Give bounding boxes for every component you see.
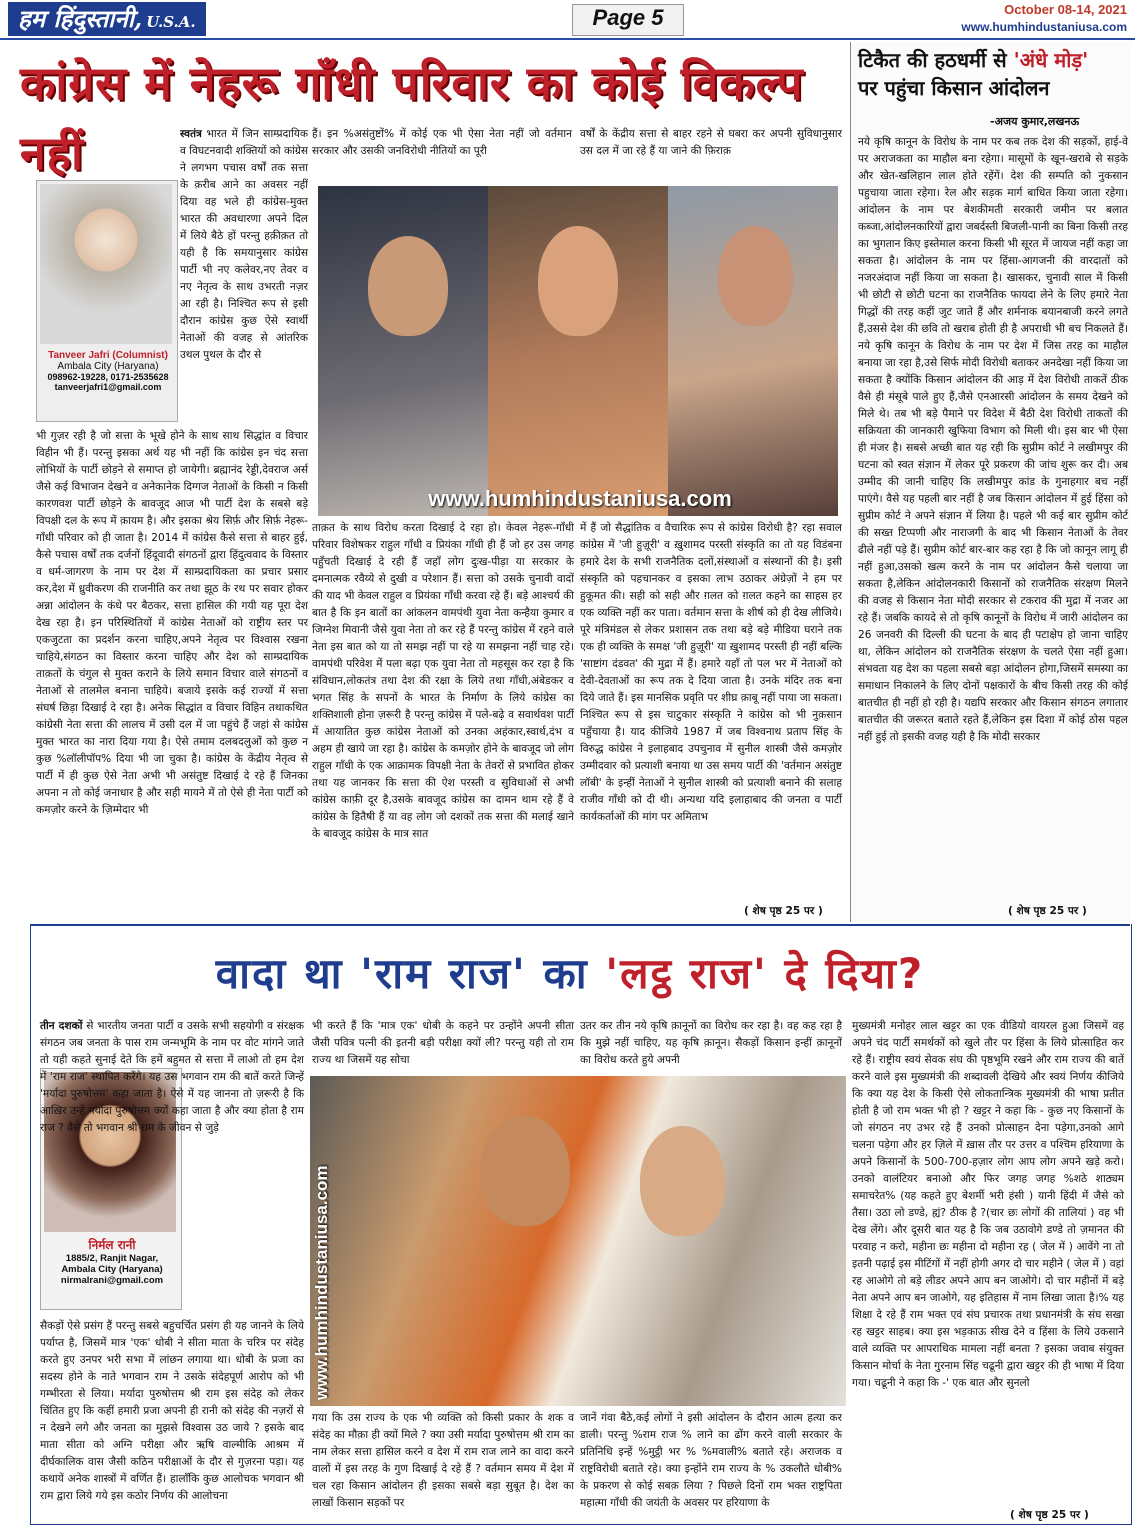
- article1-col3-top: वर्षों के केंद्रीय सत्ता से बाहर रहने से घबरा कर अपनी सुविधानुसार उस दल में जा रहे हैं या जाने की फ़िराक़: [580, 128, 842, 157]
- headline2-part-c: का: [543, 949, 589, 998]
- side-headline-part-b: 'अंधे मोड़': [1013, 48, 1089, 72]
- section-divider: [30, 924, 1130, 926]
- article1-headline: कांग्रेस में नेहरू गाँधी परिवार का कोई विकल्प नहीं: [20, 56, 804, 180]
- author2-address: 1885/2, Ranjit Nagar,: [65, 1253, 159, 1264]
- headline2-part-d: 'लट्ठ राज': [605, 949, 768, 998]
- article2-col1-side: [184, 1070, 304, 1318]
- article1-col3-bottom: में हैं जो सैद्धांतिक व वैचारिक रूप से कांग्रेस विरोधी है? रहा सवाल कांग्रेस में 'जी हुज़ूरी' व ख़ुशामद परस्ती संस्कृति का तो यह विडंबना हमारे देश के सभी राजनैतिक दलों,संस्थाओं व संस्थानों की है। इसी संस्कृति को पहचानकर व इसका लाभ उठाकर अंग्रेज़ों ने हम पर हुकूमत की। सही को सही और ग़लत को ग़लत कहने का साहस हर एक व्यक्ति नहीं कर पाता। वर्तमान सत्ता के शीर्ष को ही देख लीजिये। पूरे मंत्रिमंडल से लेकर प्रशासन तक तथा बड़े बड़े मीडिया घराने तक एक ही व्यक्ति के समक्ष 'जी हुज़ूरी' या ख़ुशामद परस्ती ही नहीं बल्कि 'साष्टांग दंडवत' की मुद्रा में हैं। हमारे यहाँ तो पल भर में नेताओं को देवी-देवताओं का रूप तक दे दिया जाता है। उनके मंदिर तक बना दिये जाते हैं। इस मानसिक प्रवृति पर शीघ्र क़ाबू नहीं पाया जा सकता। निश्चित रूप से इस चाटुकार संस्कृति ने कांग्रेस को भी नुक़सान पहुँचाया है। याद कीजिये 1987 में जब विश्वनाथ प्रताप सिंह के विरुद्ध कांग्रेस ने इलाहबाद उपचुनाव में सुनील शास्त्री जैसे कमज़ोर उम्मीदवार को प्रत्याशी बनाया था उस समय पार्टी की 'वर्तमान असंतुष्ट लॉबी' के इन्हीं नेताओं ने सुनील शास्त्री को प्रत्याशी बनाने की सलाह राजीव गाँधी को दी थी। अन्यथा यदि इलाहाबाद की जनता व पार्टी कार्यकर्ताओं की मांग पर अमिताभ: [580, 522, 842, 823]
- article2-col1-top-text: से भारतीय जनता पार्टी व उसके सभी सहयोगी व संरक्षक संगठन जब जनता के पास राम जन्मभूमि के नाम पर वोट मांगने जाते तो यही कहते सुनाई देते कि हमें बहुमत से सत्ता में लाओ तो हम देश में 'राम राज' स्थापित करेंगे। यह उस भगवान राम की बातें करते जिन्हें 'मर्यादा पुरुषोत्तम' कहा जाता है। ऐसे में यह जानना तो ज़रूरी है कि आख़िर उन्हें मर्यादा पुरुषोत्तम क्यों कहा जाता है और क्या होता है राम राज ? वैसे तो भगवान श्री राम के जीवन से जुड़े: [40, 1020, 304, 1134]
- paper-name-text: हम हिंदुस्तानी,: [18, 4, 143, 33]
- article1-continued[interactable]: ( शेष पृष्ठ 25 पर ): [744, 905, 823, 917]
- article2-col1-head: [40, 1018, 304, 1134]
- headline2-part-e: दे दिया?: [784, 949, 925, 998]
- face-shape: [368, 236, 448, 336]
- article2-col3-top: उतर कर तीन नये कृषि क़ानूनों का विरोध कर रहा है। वह कह रहा है कि मुझे नहीं चाहिए, यह कृषि क़ानून। सैकड़ों किसान इन्हीं क़ानूनों का विरोध करते हुये अपनी: [580, 1020, 842, 1066]
- author1-city: Ambala City (Haryana): [57, 361, 159, 372]
- article2-lead-word: तीन दशकों: [40, 1020, 83, 1032]
- photo-watermark: www.humhindustaniusa.com: [428, 486, 732, 511]
- article2-headline: [40, 934, 1100, 1014]
- author1-email[interactable]: tanveerjafri1@gmail.com: [54, 382, 162, 392]
- side-headline-part-c: पर पहुंचा किसान आंदोलन: [858, 76, 1050, 100]
- article2-col3-bottom: जानें गंवा बैठे,कई लोगों ने इसी आंदोलन के दौरान आत्म हत्या कर डाली। परन्तु %राम राज % लाने का ढोंग करने वाली सरकार के प्रतिनिधि इन्हें %मुट्ठी भर % %मवाली% बताते रहे। अराजक व राष्ट्रविरोधी बताते रहे। क्या इन्होंने राम राज्य के % उकलौते धोबी% के प्रकरण से कोई सबक़ लिया ? पिछले दिनों राम भक्त राष्ट्रपिता महात्मा गाँधी की जयंती के अवसर पर हरियाणा के: [580, 1412, 842, 1509]
- issue-date: October 08-14, 2021: [1004, 2, 1127, 17]
- article2-continued[interactable]: ( शेष पृष्ठ 25 पर ): [1010, 1509, 1089, 1521]
- side-article-headline: [858, 46, 1128, 102]
- article1-col1-bottom: भी गुज़र रही है जो सत्ता के भूखे होने के साथ साथ सिद्धांत व विचार विहीन भी हैं। परन्तु इसका अर्थ यह भी नहीं कि कांग्रेस इन चंद सत्ता लोभियों के पार्टी छोड़ने से समाप्त हो जायेगी। ब्रह्मानंद रेड्डी,देवराज अर्स जैसे कई विभाजन देखने व अनेकानेक दिग्गज नेताओं के किसी न किसी कारणवश पार्टी छोड़ने के बावजूद आज भी पार्टी देश के सबसे बड़े विपक्षी दल के रूप में क़ायम है। और इसका श्रेय सिर्फ़ और सिर्फ़ नेहरू-गाँधी परिवार को ही जाता है। 2014 में कांग्रेस कैसे सत्ता से बाहर हुई, कैसे पचास वर्षों तक दर्जनों हिंदूवादी संगठनों द्वारा हिंदुत्ववाद के विस्तार व धर्म-जागरण के नाम पर देश में साम्प्रदायिकता का प्रचार प्रसार कर,देश में ध्रुवीकरण की राजनीति कर तथा झूठ के रथ पर सवार होकर अन्ना आंदोलन के कंधे पर बैठकर, सत्ता हासिल की गयी यह पूरा देश देख रहा है। इन परिस्थितियों में कांग्रेस नेताओं को राष्ट्रीय स्तर पर एकजुटता का प्रदर्शन करना चाहिए,अपने नेतृत्व पर विश्वास रखना चाहिये,संगठन का विस्तार करना चाहिए और देश को साम्प्रदायिक ताक़तों के चंगुल से मुक्त कराने के लिये समान विचार वाले संगठनों व नेताओं से तालमेल बनाना चाहिये। बजाये इसके कई राज्यों में सत्ता संघर्ष छिड़ा दिखाई दे रहा है। अनेक सिद्धांत व विचार विहिन तथाकथित कांग्रेसी नेता सत्ता की लालच में उसी दल में जा पहुंचे हैं जहां से कांग्रेस मुक्त भारत का नारा दिया गया है। ऐसे तमाम दलबदलुओं को कुछ न कुछ %लॉलीपॉप% दिया भी जा चुका है। कांग्रेस के केंद्रीय नेतृत्व से पार्टी में ही कुछ ऐसे नेता अभी भी असंतुष्ट दिखाई दे रहे हैं जिनका अपना न तो कोई जनाधार है और सही मायने में तो ऐसे ही नेता पार्टी को कमज़ोर करने के ज़िम्मेदार भी: [36, 430, 308, 816]
- article1-col1-top: [180, 126, 308, 428]
- page-number: Page 5: [572, 4, 684, 36]
- side-article-continued[interactable]: ( शेष पृष्ठ 25 पर ): [1008, 905, 1087, 917]
- paper-name: [8, 2, 206, 36]
- headline2-part-a: वादा था: [215, 949, 344, 998]
- article2-col1-bottom: सैकड़ों ऐसे प्रसंग हैं परन्तु सबसे बहुचर्चित प्रसंग ही यह जानने के लिये पर्याप्त है, जिसमें मात्र 'एक' धोबी ने सीता माता के चरित्र पर संदेह करते हुए उनपर भरी सभा में लांछन लगाया था। धोबी के प्रजा का सदस्य होने के नाते भगवान राम ने उसके संदेहपूर्ण आरोप को भी गम्भीरता से लिया। मर्यादा पुरुषोत्तम श्री राम इस संदेह को लेकर चिंतित हुए कि कहीं हमारी प्रजा अपनी ही रानी को संदेह की नज़रों से न देखने लगे और जनता का मुझसे विश्वास उठ जाये ? इसके बाद माता सीता को अग्नि परीक्षा और ऋषि वाल्मीकि आश्रम में दीर्घकालिक वास जैसी कठिन परीक्षाओं के दौर से गुज़रना पड़ा। यह कथायें अनेक शास्त्रों में वर्णित हैं। हालाँकि कुछ आलोचक भगवान श्री राम द्वारा लिये गये इस कठोर निर्णय की आलोचना: [40, 1320, 304, 1502]
- side-headline-part-a: टिकैत की हठधर्मी से: [858, 48, 1007, 72]
- face-shape: [640, 1126, 725, 1236]
- face-shape: [538, 226, 618, 336]
- side-article-body: नये कृषि कानून के विरोध के नाम पर कब तक देश की सड़कों, हाई-वे पर अराजकता का माहौल बना रहेगा। मासूमों के खून-खराबे से सड़के और खेत-खलिहान लाल होते रहेंगें। देश की सम्पति को नुकसान पहुचाया जाता रहेगा। रेल और सड़क मार्ग बाधित किया जाता रहेगा। आंदोलन के नाम पर बेशकीमती सरकारी जमीन पर बलात कब्जा,आंदोलनकारियों द्वारा जबर्दस्ती बिजली-पानी का बिना किसी तरह का भुगतान किए इस्तेमाल करना किसी भी सूरत में जायज नहीं कहा जा सकता है। आंदोलन के नाम पर हिंसा-आगजनी की वारदातों को नजरअंदाज नहीं किया जा सकता है। खासकर, चुनावी साल में किसी भी छोटी से छोटी घटना का राजनैतिक फायदा लेने के लिए हमारे नेता गिद्धों की तरह कहीं जुट जाते हैं और शर्मनाक बयानबाजी करने लगते हैं,उससे देश की छवि तो खराब होती ही है अपराधी भी बच निकलते हैं। नये कृषि कानून के विरोध के नाम पर देश में जिस तरह का माहौल बनाया जा रहा है,उसे सिर्फ मोदी विरोधी बताकर अनदेखा नहीं किया जा सकता है क्योंकि किसान आंदोलन की आड़ में देश विरोधी ताकतें ठीक वैसे ही मंसूबे पाले हुए हैं,जैसे एनआरसी आंदोलन के समय देखने को मिले थे। तब भी बड़े पैमाने पर विदेश में बैठी देश विरोधी ताकतों की सक्रियता की जानकारी खुफिया विभाग को मिली थी। इस बार भी ऐसा ही मंजर है। सबसे अच्छी बात यह रही कि सुप्रीम कोर्ट ने लखीमपुर की घटना को स्वत संज्ञान में लेकर पूरे प्रकरण की जांच शुरू कर दी। अब उम्मीद की जानी चाहिए कि लखीमपुर कांड के गुनाहगार बच नहीं पाएंगे। वैसे यह पहली बार नहीं है जब किसान आंदोलन में हुई हिंसा को सुप्रीम कोर्ट ने अपने संज्ञान में लिया है। पहले भी कई बार सुप्रीम कोर्ट की सख्त टिप्पणी और नाराजगी के बाद भी किसान नेताओं के तेवर ढीले नहीं पड़े हैं। सुप्रीम कोर्ट बार-बार कह रहा है कि जो कानून लागू ही नहीं हुआ,उसको खत्म करने के नाम पर आंदोलन कैसे चलाया जा सकता है,लेकिन आंदोलनकारी किसानों को राजनैतिक संरक्षण मिलने की वजह से किसान नेता मोदी सरकार से टकराव की मुद्रा में नजर आ रहे हैं। जबकि कायदे से तो कृषि कानूनों के विरोध में जारी आंदोलन का 26 जनवरी की दिल्ली की घटना के बाद ही पटाक्षेप हो जाना चाहिए था, लेकिन आंदोलन को राजनैतिक संरक्षण के चलते ऐसा नहीं हुआ। संभवता यह देश का पहला सबसे बड़ा आंदोलन होगा,जिसमें समस्या का समाधान निकालने के लिए दोनों पक्षकारों के बीच किसी तरह की कोई बातचीत ही नहीं हो रही है। यद्यपि सरकार और किसान संगठन लगातार बातचीत की जरूरत बताते रहते हैं,लेकिन इस दिशा में कोई ठोस पहल नहीं हुई तो इसकी वजह यही है कि मोदी सरकार: [858, 136, 1128, 743]
- author1-info: [40, 350, 176, 392]
- paper-region: U.S.A.: [146, 13, 196, 31]
- side-article-byline: -अजय कुमार,लखनऊ: [990, 115, 1080, 128]
- author1-phone: 098962-19228, 0171-2535628: [47, 372, 169, 382]
- face-shape: [718, 226, 793, 326]
- article2-col4: मुख्यमंत्री मनोहर लाल खट्टर का एक वीडियो वायरल हुआ जिसमें वह अपने चंद पार्टी समर्थकों को खुले तौर पर हिंसा के लिये प्रोत्साहित कर रहे हैं। राष्ट्रीय स्वयं सेवक संघ की पृष्ठभूमि रखने और राम राज्य की बातें करने वाले इस मुख्यमंत्री की शब्दावली देखिये और स्वयं निर्णय कीजिये कि क्या यह देश के किसी ऐसे लोकतान्त्रिक मुख्यमंत्री की भाषा प्रतीत होती है जो राम भक्त भी हो ? खट्टर ने कहा कि - कुछ नए किसानों के जो संगठन नए उभर रहे हैं उनको प्रोत्साहन देना पड़ेगा,उनको आगे चलना पड़ेगा और हर ज़िले में ख़ास तौर पर उत्तर व पश्चिम हरियाणा के अपने किसानों के 500-700-हज़ार लोग आप लोग अपने खड़े करो। उनको वालंटियर बनाओ और फिर जगह जगह %शठे शाठ्यम समाचरेत% (यह कहते हुए बेशर्मी भरी हंसी ) यानी हिंदी में जैसे को तैसा। उठा लो डण्डे, ह्यं? ठीक है ?(चार छः लोगों की तालियां ) वह भी देख लेंगे। और दूसरी बात यह है कि जब उठावोगे डण्डे तो ज़मानत की परवाह न करो, महीना छः महीना दो महीना रह ( जेल में ) आवेंगे ना तो इतनी पढ़ाई इस मीटिंगों में नहीं होगी अगर दो चार महीने ( जेल में ) वहां रह आओगे तो बड़े लीडर अपने आप बन जाओगे। दो चार महीनों में बड़े नेता अपने आप बन जाओगे, यह इतिहास में नाम लिखा जाता है।% यह शिक्षा दे रहे हैं राम भक्त एवं संघ प्रचारक तथा प्रधानमंत्री के संघ सखा रह खट्टर साहब। क्या इस भड़काऊ सीख देने व हिंसा के लिये उकसाने वाले व्यक्ति पर आपराधिक मामला नहीं बनता ? इसका जवाब संयुक्त किसान मोर्चा के नेता गुरनाम सिंह चढूनी द्वारा खट्टर की ही भाषा में दिया गया। चढूनी ने कहा कि -' एक बात और सुनलो: [852, 1020, 1124, 1389]
- author2-email[interactable]: nirmalrani@gmail.com: [60, 1275, 164, 1286]
- article1-col2-bottom: ताक़त के साथ विरोध करता दिखाई दे रहा हो। केवल नेहरू-गाँधी परिवार विशेषकर राहुल गाँधी व प्रियंका गाँधी ही हैं जो हर उस जगह पहुँचती दिखाई दे रही हैं जहाँ लोग दुःख-पीड़ा या सरकार के दमनात्मक रवैय्ये से दुखी व परेशान हैं। सत्ता को उसके चुनावी वादों की याद भी केवल राहुल व प्रियंका गाँधी करवा रहे हैं। बड़े आश्चर्य की बात है कि इन बातों का आंकलन वामपंथी युवा नेता कन्हैया कुमार व जिग्नेश मिवानी जैसे युवा नेता तो कर रहे हैं परन्तु कांग्रेस में रहने वाले नेता इस बात को या तो समझ नहीं पा रहे या समझना नहीं चाह रहे। वामपंथी परिवेश में पला बढ़ा एक युवा नेता तो महसूस कर रहा है कि संविधान,लोकतंत्र तथा देश की रक्षा के लिये तथा गाँधी,अंबेडकर व भगत सिंह के सपनों के भारत के निर्माण के लिये कांग्रेस का शक्तिशाली होना ज़रूरी है परन्तु कांग्रेस में पले-बढ़े व सवार्थवश पार्टी में आयातित कुछ कांग्रेस नेताओं को उनका अहंकार,स्वार्थ,दंभ व अहम ही खाये जा रहा है। कांग्रेस के कमज़ोर होने के बावजूद जो लोग राहुल गाँधी के एक आक्रामक विपक्षी नेता के तेवरों से प्रभावित होकर तथा यह जानकर कि सत्ता की ऐश परस्ती व सुविधाओं से अभी कांग्रेस काफ़ी दूर है,उसके बावजूद कांग्रेस का दामन थाम रहे हैं वे कांग्रेस के हितैषी हैं या वह लोग जो दशकों तक सत्ता की मलाई खाने के बावजूद कांग्रेस के मात्र सात: [312, 522, 574, 840]
- article1-lead-word: स्वतंत्र: [180, 128, 202, 140]
- headline2-part-b: 'राम राज': [360, 949, 527, 998]
- article2-col2-top: भी करते हैं कि 'मात्र एक' धोबी के कहने पर उन्होंने अपनी सीता जैसी पवित्र पत्नी की इतनी बड़ी परीक्षा क्यों ली? परन्तु यही तो राम राज्य था जिसमें यह सोचा: [312, 1020, 574, 1066]
- photo2-watermark: www.humhindustaniusa.com: [312, 1165, 331, 1400]
- site-url[interactable]: www.humhindustaniusa.com: [961, 20, 1127, 34]
- author2-city: Ambala City (Haryana): [61, 1264, 163, 1275]
- article1-col2-top: हैं। इन %असंतुष्टों% में कोई एक भी ऐसा नेता नहीं जो वर्तमान सरकार और उसकी जनविरोधी नीतियों का पूरी: [312, 128, 572, 157]
- article1-col1-top-text: भारत में जिन साम्प्रदायिक व विघटनवादी शक्तियों को कांग्रेस ने लगभग पचास वर्षों तक सत्ता के क़रीब आने का अवसर नहीं दिया वह भले ही कांग्रेस-मुक्त भारत की अवधारणा अपने दिल में लिये बैठे हों परन्तु हक़ीक़त तो यही है कि समयानुसार कांग्रेस पार्टी भी नए कलेवर,नए तेवर व नए नेतृत्व के साथ उभरती नज़र आ रही है। निश्चित रूप से इसी दौरान कांग्रेस कुछ ऐसे स्वार्थी नेताओं की वजह से आंतरिक उथल पुथल के दौर से: [180, 128, 308, 361]
- face-shape: [480, 1116, 570, 1226]
- photo-priyanka-gandhi: [668, 186, 838, 516]
- author2-name: निर्मल रानी: [88, 1238, 136, 1252]
- author2-info: [44, 1236, 180, 1286]
- photo-sonia-gandhi: [488, 186, 668, 516]
- photo-rahul-gandhi: [318, 186, 488, 516]
- photo-yogi-khattar: [310, 1076, 846, 1406]
- author1-name: Tanveer Jafri (Columnist): [48, 350, 168, 361]
- author1-photo: [40, 184, 172, 344]
- article2-col2-bottom: गया कि उस राज्य के एक भी व्यक्ति को किसी प्रकार के शक व संदेह का मौक़ा ही क्यों मिले ? क्या उसी मर्यादा पुरुषोत्तम श्री राम का नाम लेकर सत्ता हासिल करने व देश में राम राज लाने का वादा करने वालों में इस तरह के गुण दिखाई दे रहे हैं ? वर्तमान समय में देश में चल रहा किसान आंदोलन ही इसका सबसे बड़ा सुबूत है। देश का लाखों किसान सड़कों पर: [312, 1412, 574, 1509]
